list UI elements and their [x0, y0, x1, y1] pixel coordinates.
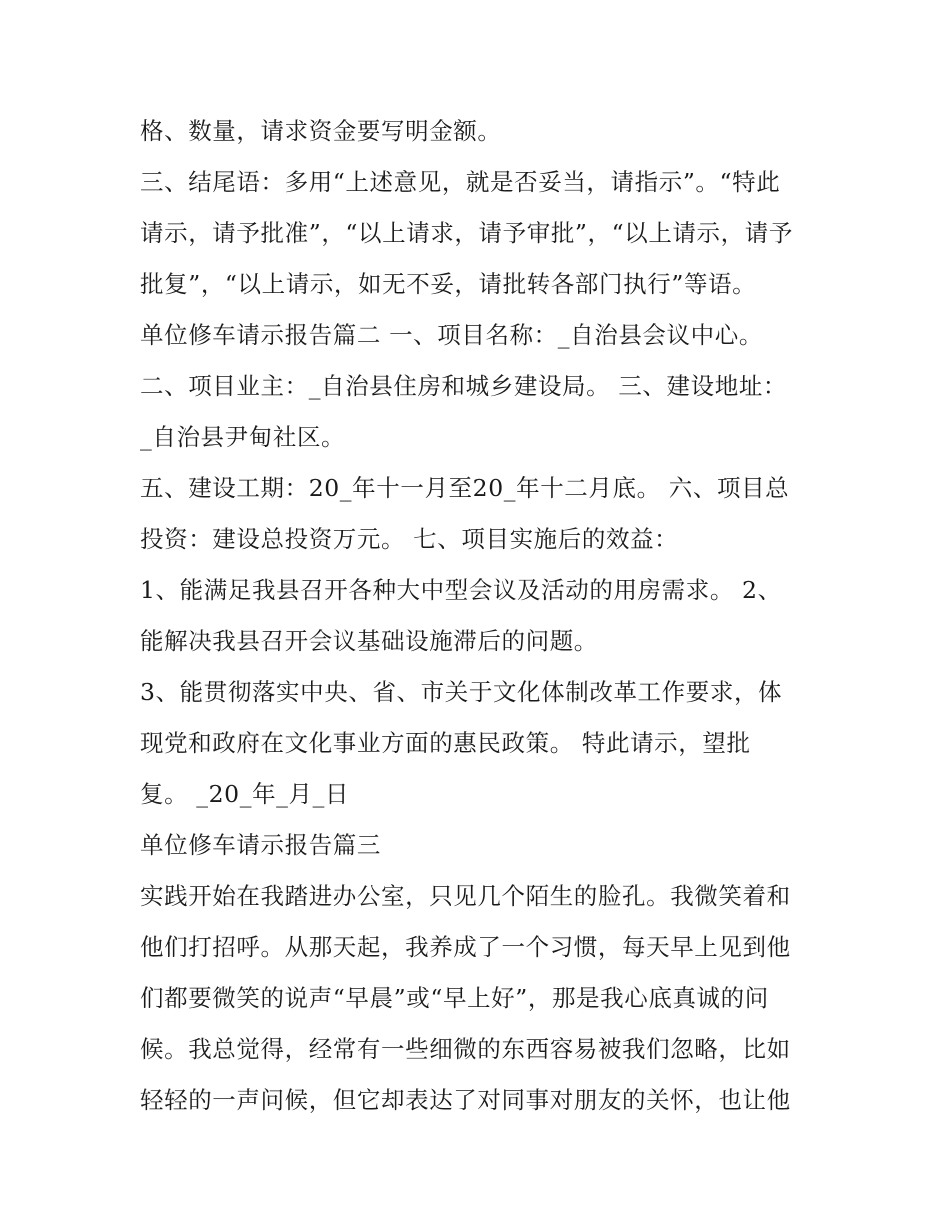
- section-heading: 单位修车请示报告篇三: [140, 831, 381, 859]
- section-heading-line: 单位修车请示报告篇二 一、项目名称：_自治县会议中心。: [140, 321, 763, 349]
- text-line: 二、项目业主：_自治县住房和城乡建设局。 三、建设地址：: [140, 372, 788, 400]
- text-line: 现党和政府在文化事业方面的惠民政策。 特此请示，望批: [140, 729, 751, 757]
- text-line: 请示，请予批准”，“以上请求，请予审批”，“以上请示，请予: [140, 219, 793, 247]
- text-line: 投资：建设总投资万元。 七、项目实施后的效益：: [140, 525, 679, 553]
- date-line: 复。 _20_年_月_日: [140, 780, 350, 808]
- document-body: [140, 106, 820, 1126]
- text-line: 批复”，“以上请示，如无不妥，请批转各部门执行”等语。: [140, 270, 757, 298]
- text-line: 3、能贯彻落实中央、省、市关于文化体制改革工作要求，体: [140, 678, 783, 706]
- text-line: 格、数量，请求资金要写明金额。: [140, 117, 502, 145]
- text-line: 轻轻的一声问候，但它却表达了对同事对朋友的关怀，也让他: [140, 1086, 791, 1114]
- text-line: 实践开始在我踏进办公室，只见几个陌生的脸孔。我微笑着和: [140, 882, 791, 910]
- text-line: 们都要微笑的说声“早晨”或“早上好”，那是我心底真诚的问: [140, 984, 769, 1012]
- text-line: _自治县尹甸社区。: [140, 423, 346, 451]
- text-line: 他们打招呼。从那天起，我养成了一个习惯，每天早上见到他: [140, 933, 791, 961]
- text-line: 候。我总觉得，经常有一些细微的东西容易被我们忽略，比如: [140, 1035, 791, 1063]
- text-line: 能解决我县召开会议基础设施滞后的问题。: [140, 627, 598, 655]
- text-line: 1、能满足我县召开各种大中型会议及活动的用房需求。 2、: [140, 576, 782, 604]
- text-line: 五、建设工期：20_年十一月至20_年十二月底。 六、项目总: [140, 474, 790, 502]
- text-line: 三、结尾语：多用“上述意见，就是否妥当，请指示”。“特此: [140, 168, 781, 196]
